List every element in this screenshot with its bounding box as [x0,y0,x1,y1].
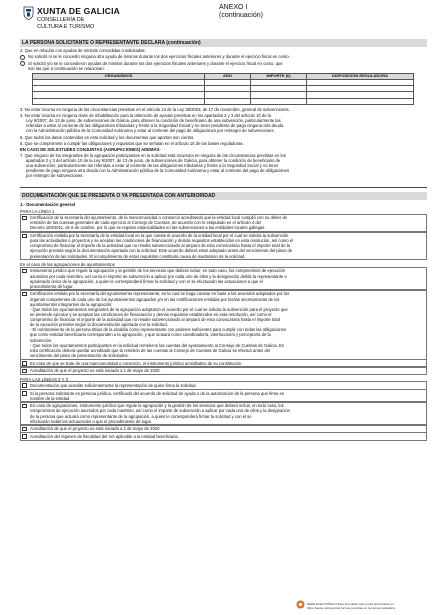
checkbox-square[interactable] [22,427,27,432]
lines23-checklist [20,381,427,440]
documentation-section-title: DOCUMENTACIÓN QUE SE PRESENTA O YA PRESENTADA CON ANTERIORIDAD [20,192,427,200]
checkbox-square[interactable] [22,361,27,366]
checklist-item[interactable] [20,402,427,426]
checkbox[interactable] [21,368,28,374]
checklist-item-text: Certificación emitida por la secretaría de la entidad local en la que conste el acuerdo de la entidad local por el cual se solicita la subvención para las actividades o proyectos y se aceptan las condiciones de financiación y demás requisitos establecidos en esta resolución, así como el compromiso de financiar el importe de la actividad que no resulte subvencionado al amparo de esta convocatoria hasta el importe total de la ejecución prevista según la documentación aportada con la solicitud. Este acuerdo deberá estar adoptado antes del vencimiento del plazo de presentación de las solicitudes. El incumplimiento de estos requisitos constituirá causa de inadmisión de la solicitud. [30,233,294,259]
checklist-item-text: Instrumento jurídico que regule la agrupación y la gestión de los servicios que deberá incluir, en todo caso, los compromisos de ejecución asumidos por cada miembro, así como el importe de subvención a aplicar por cada uno de ellos y la designación del/de la representante o apoderado único de la agrupación, a quien le corresponderá firmar la solicitud y con el se efectuarán las actuaciones a que el procedimiento dé lugar. [30,268,287,289]
checkbox[interactable] [21,403,28,425]
checklist-item[interactable] [20,359,427,367]
coat-of-arms-icon [23,6,34,20]
groups-checklist [20,267,427,375]
checklist-item[interactable] [20,367,427,375]
sede-electronica-icon [296,600,305,609]
section-divider [20,187,427,188]
checkbox[interactable] [21,233,28,260]
checklist-item-text: Acreditación del régimen de fiscalidad del IVA aplicable a la entidad beneficiaria. [30,433,179,439]
checklist-item[interactable] [20,425,427,433]
groups-heading: En el caso de las agrupaciones de ayuntamientos [20,262,115,268]
minimis-option-yes[interactable] [20,61,427,71]
annex-title: ANEXO I [219,4,248,11]
declaration-item-5: 5. Que todos los datos contenidos en esta solicitud y los documentos que aportan son ciertos. [20,134,195,140]
declaration-section-title: LA PERSONA SOLICITANTE O REPRESENTANTE DECLARA (continuación) [20,39,427,47]
checkbox[interactable] [21,390,28,401]
checklist-item[interactable] [20,432,427,440]
checklist-item[interactable] [20,389,427,402]
department-line-1: CONSELLERÍA DE [37,17,85,23]
checkbox-square[interactable] [22,269,27,274]
checklist-item[interactable] [20,267,427,291]
column-header: DISPOSICIÓN REGULADORA [307,73,414,79]
checkbox[interactable] [21,360,28,366]
checklist-item-text: Acreditación de que el proyecto no está iniciado a 1 de mayo de 2020. [30,426,161,432]
checkbox[interactable] [21,268,28,290]
checklist-item-text: Certificación emitida por la secretaría del ayuntamiento representante, en la cual se haga constar en base a los acuerdos adoptados por los órganos competentes de cada uno de los ayuntamientos agrupados y/o en las certificaciones emitidas por los/las secretarios/as de los ayuntamientos integrantes de la agrupación: - Que todos los ayuntamientos integrantes de la agrupación adoptaron el acuerdo por el cual se solicita la subvención para el proyecto que se pretende ejecutar y se aceptan las condiciones de financiación y demás requisitos establecidos en esta resolución, así como el compromiso de financiar el importe de la actividad que no resulte subvencionado al amparo de esta convocatoria hasta el importe total de la ejecución prevista según la documentación aportada con la solicitud. - El nombramiento de la persona titular de la alcaldía como representante con poderes suficientes para cumplir con todas las obligaciones que como entidad beneficiaria corresponden a la agrupación, y que actuará como coordinador/a, interlocutor/a y perceptor/a de la subvención. - Que todos los ayuntamientos participantes en la solicitud remitieron las cuentas del ayuntamiento al Consejo de Cuentas de Galicia. En esta certificación deberá quedar acreditado que la remisión de las cuentas al Consejo de Cuentas de Galicia se efectuó antes del vencimiento del plazo de presentación de solicitudes. [30,291,290,358]
checklist-item[interactable] [20,290,427,360]
checklist-item-text: En caso de agrupaciones, instrumento jurídico que regule la agrupación y la gestión de los servicios que deberá incluir, en todo caso, los compromisos de ejecución asumidos por cada miembro, así como el importe de subvención a aplicar por cada uno de ellos y la designación de la persona que actuará como representante de la agrupación, a quien le corresponderá firmar la solicitud y con el se efectuarán todas las actuaciones a que el procedimiento dé lugar. [30,403,290,424]
checkbox[interactable] [21,426,28,432]
radio-button[interactable] [20,55,25,60]
checklist-item-text: En caso de que se trate de una mancomunidad o consorcio, el instrumento jurídico acreditativo de su constitución. [30,360,243,366]
checklist-item[interactable] [20,214,427,232]
joint-applications-title: EN CASO DE SOLICITUDES CONJUNTAS (AGRUPACIONES) ADEMÁS: [20,146,161,152]
form-header [20,2,427,38]
checkbox-square[interactable] [22,404,27,409]
option-label: Sí solicitó y/o se le concedieron ayudas de minimis durante los dos ejercicios fiscales anteriores y durante el ejercicio fiscal en curso, que son las que a continuación se relacionan: [28,60,283,71]
checklist-item-text: Certificación de la secretaría del ayuntamiento, de la mancomunidad o consorcio acreditando que la entidad local cumplió con su deber de remisión de las cuentas generales de cada ejercicio al Consejo de Cuentas, de acuerdo con lo estipulado en el artículo 4 del Decreto 193/2011, de 6 de octubre, por lo que se regulan especialidades en las subvenciones a las entidades locales gallegas. [30,215,287,231]
checkbox-square[interactable] [22,292,27,297]
table-row[interactable] [33,98,414,104]
declaration-item-4: 4. No estar incursa en ninguna clase de inhabilitación para la obtención de ayudas previstas en los apartados 2 y 3 del artículo 10 de la Ley 9/2007, de 13 de junio, de subvenciones de Galicia, para obtener la condición de beneficiario de una subvención, particularmente las referidas a estar al corriente de las obligaciones tributarias y frente a la Seguridad Social y no tener pendiente de pago ninguna otra deuda con la Administración pública de la Comunidad Autónoma y estar al corriente del pago de obligaciones por reintegro de subvenciones. [20,113,284,134]
checkbox[interactable] [21,433,28,439]
checklist-item-text: Documentación que acredite suficientemente la representación de quien firma la solicitud. [30,382,197,388]
checkbox-square[interactable] [22,434,27,439]
checklist-item[interactable] [20,381,427,389]
declaration-item-2: 2. Que en relación con ayudas de minimis concedidas o solicitadas: [20,48,146,54]
radio-button[interactable] [20,61,25,66]
annex-heading [219,4,263,19]
checklist-item-text: Si la persona solicitante es persona jurídica, certificado del acuerdo de solicitud de ayuda o de la autorización de la persona que firme en nombre de la entidad. [30,390,285,401]
declaration-item-3: 3. No estar incursa en ninguna de las circunstancias previstas en el artículo 13 de la Ley 38/2003, de 17 de noviembre, general de subvenciones. [20,106,290,112]
checkbox-square[interactable] [22,383,27,388]
checklist-item-text: Acreditación de que el proyecto no está iniciado a 1 de mayo de 2020. [30,368,161,374]
line1-checklist [20,214,427,261]
xunta-logo [23,6,143,36]
column-header: IMPORTE (€) [251,73,307,79]
declaration-item-6: 6. Que se compromete a cumplir las obligaciones y requisitos que se señalan en el artículo 15 de las bases reguladoras. [20,140,244,146]
footer-text: SEDE ELECTRÓNICA Este formulario sólo podrá presentarse en https://sede.xunta.gal las formas previstas en la norma reguladora [307,602,395,610]
checkbox-square[interactable] [22,369,27,374]
department-line-2: CULTURA E TURISMO [37,24,95,30]
line1-heading: PARA LA LÍNEA 1 [20,208,55,214]
checkbox-square[interactable] [22,234,27,239]
lines23-heading: PARA LAS LÍNEAS 2 Y 3 [20,376,69,382]
minimis-aid-table [32,73,414,105]
checkbox-square[interactable] [22,216,27,221]
declaration-item-7: 7. Que ninguno de los integrantes de la agrupación participantes en la solicitud está incurso/a en ninguna de las circunstancias previstas en los apartados 2 y 3 del artículo 10 de la Ley 9/2007, de 13 de junio, de subvenciones de Galicia, para obtener la condición de beneficiario de una subvención, particularmente las referidas a estar al corriente de las obligaciones tributarias y frente a la Seguridad Social y no tener pendiente de pago ninguna otra deuda con la Administración pública de la Comunidad Autónoma y estar al corriente del pago de obligaciones por reintegro de subvenciones. [20,152,290,179]
general-documentation-heading: 1.- Documentación general [20,201,75,207]
checkbox[interactable] [21,215,28,231]
checkbox[interactable] [21,291,28,359]
minimis-option-no[interactable] [20,54,427,59]
checkbox-square[interactable] [22,391,27,396]
option-label: No solicitó ni se le concedió ninguna otra ayuda de minimis durante los dos ejercicios fiscales anteriores y durante el ejercicio fiscal en curso. [28,54,290,60]
column-header: ORGANISMOS [33,73,205,79]
checkbox[interactable] [21,382,28,388]
annex-subtitle: (continuación) [219,11,263,19]
checklist-item[interactable] [20,232,427,261]
column-header: AÑO [205,73,251,79]
logo-name: XUNTA DE GALICIA [37,6,121,16]
